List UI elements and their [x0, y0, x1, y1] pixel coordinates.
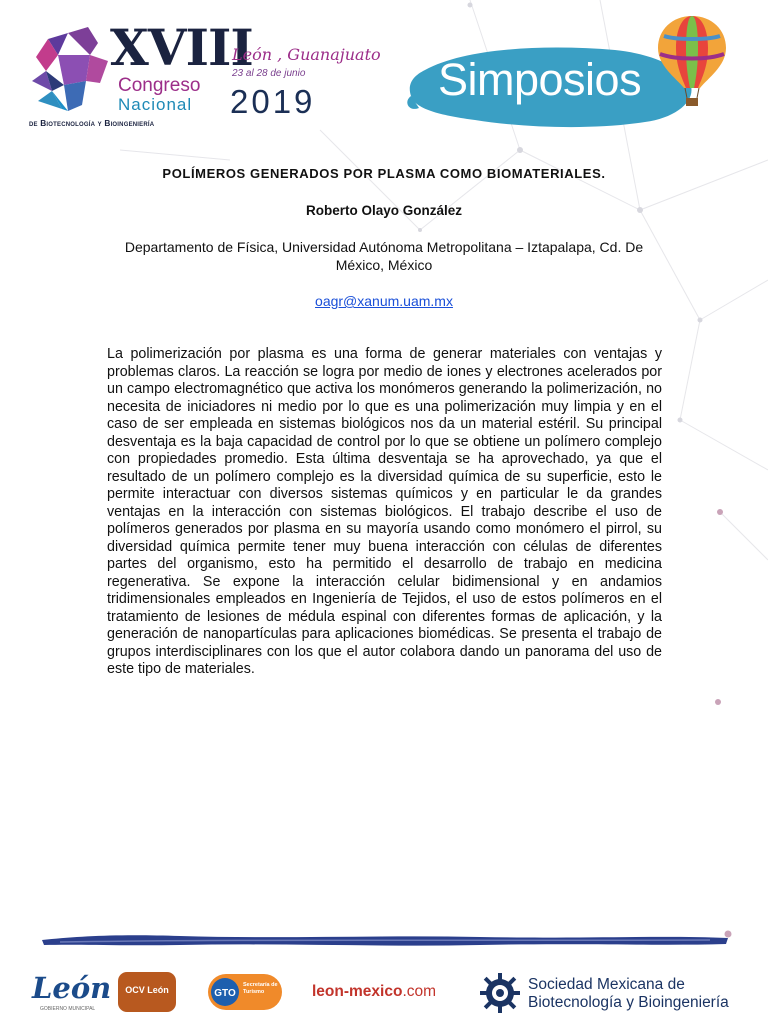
event-city: León , Guanajuato	[232, 45, 381, 64]
smbb-society-name	[528, 976, 729, 1012]
ocv-leon-label: OCV León	[125, 985, 169, 995]
congress-subtitle: de Biotecnología y Bioingeniería	[29, 118, 155, 128]
nacional-word: Nacional	[118, 95, 193, 114]
author-email-link[interactable]: oagr@xanum.uam.mx	[315, 293, 453, 309]
lion-logo-icon	[28, 25, 112, 120]
ocv-leon-logo	[118, 972, 176, 1012]
email-line	[0, 292, 768, 310]
website-tld: .com	[402, 983, 437, 1000]
congress-numeral: XVIII	[110, 18, 253, 77]
event-dates: 23 al 28 de junio	[232, 68, 306, 79]
paper-abstract: La polimerización por plasma es una forma de generar materiales con ventajas y problemas claros. La reacción se logra por medio de iones y electrones acelerados por un campo electromagnético que activa los monómeros generando la polimerización, no necesita de iniciadores ni medio por lo que es una polimerización muy limpia y en el caso de ser empleada en sistemas biológicos nos da un material estéril. Su principal desventaja es la baja capacidad de control por lo que se obtiene un polímero complejo con propiedades promedio. Esta última desventaja se ha aprovechado, ya que el resultado de un polímero complejo es la diversidad química de su superficie, esto le permite interactuar con diversos sistemas químicos y en particular le da grandes ventajas en la interacción con sistemas biológicos. El trabajo describe el uso de polímeros generados por plasma en su mayoría usando como monómero el pirrol, su diversidad química permite tener muy buena interacción con células de diferentes partes del organismo, esto ha permitido el desarrollo de trabajo en medicina regenerativa. Se expone la interacción celular bidimensional y en andamios tridimensionales empleados en Ingeniería de Tejidos, el uso de estos polímeros en el tratamiento de lesiones de médula espinal con diferentes formas de aplicación, y la generación de nanopartículas para aplicaciones biomédicas. Se presenta el trabajo de grupos interdisciplinares con los que el autor colabora dando un panorama del uso de este tipo de materiales.	[107, 346, 662, 677]
svg-text:GTO: GTO	[214, 988, 236, 999]
smbb-name-line2: Biotecnología y Bioingeniería	[528, 994, 729, 1011]
event-year: 2019	[230, 83, 316, 120]
paper-title: POLÍMEROS GENERADOS POR PLASMA COMO BIOMATERIALES.	[162, 166, 606, 181]
congress-word: Congreso	[118, 75, 201, 96]
leon-municipal-subtitle: GOBIERNO MUNICIPAL	[40, 1006, 96, 1012]
footer-brush-divider	[40, 930, 730, 950]
smbb-gear-logo-icon	[478, 971, 522, 1015]
website-name: leon-mexico	[312, 983, 403, 1000]
leon-municipal-logo: León	[32, 971, 112, 1005]
smbb-name-line1: Sociedad Mexicana de	[528, 976, 685, 993]
paper-author: Roberto Olayo González	[305, 203, 463, 218]
paper-affiliation: Departamento de Física, Universidad Autónoma Metropolitana – Iztapalapa, Cd. De México, México	[124, 239, 644, 273]
leon-mexico-website[interactable]	[312, 982, 436, 1002]
hot-air-balloon-icon	[656, 14, 728, 108]
simposios-banner-text: Simposios	[438, 54, 642, 105]
gto-turismo-label: Secretaría de Turismo	[243, 982, 278, 995]
